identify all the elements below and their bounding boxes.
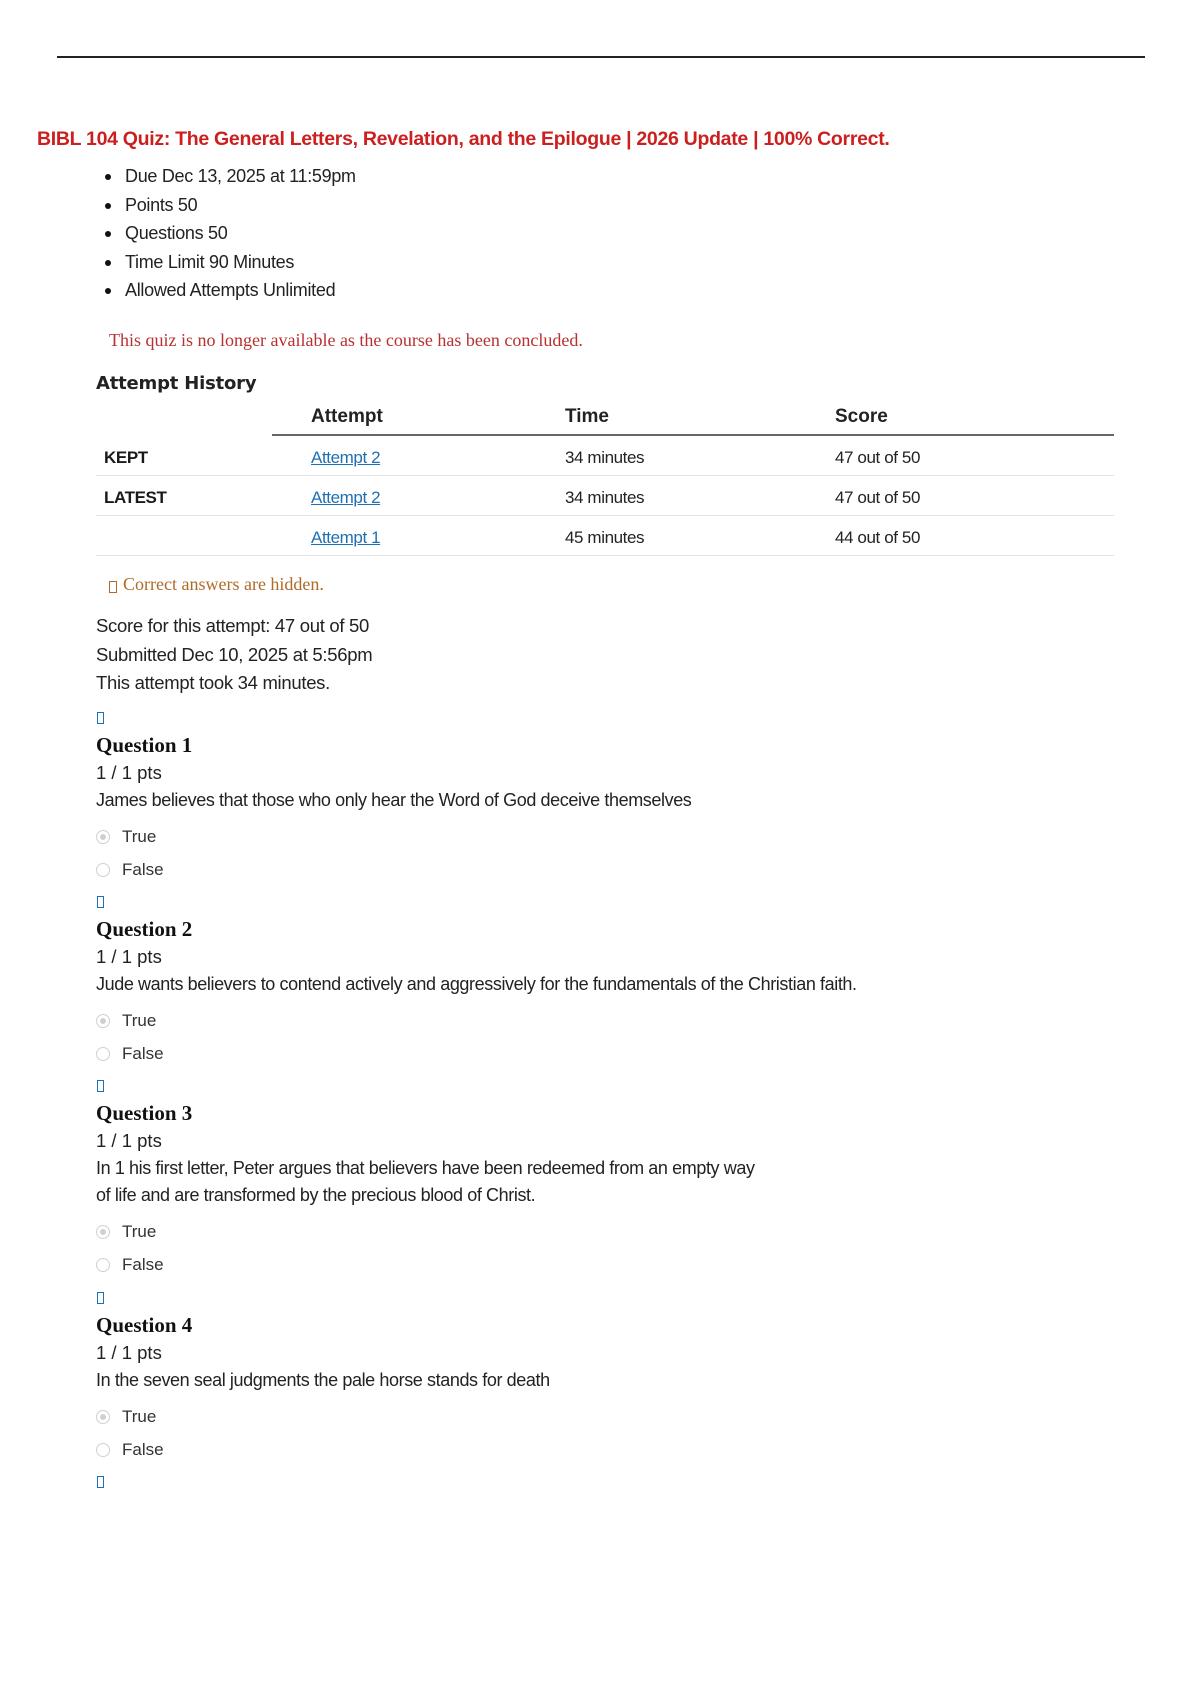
radio-icon[interactable]: [96, 1443, 110, 1457]
attempt-history-table: [96, 403, 1114, 556]
question-flag-icon[interactable]: [97, 1080, 104, 1092]
attempt-time: 34 minutes: [565, 448, 645, 467]
option-label: True: [122, 1406, 157, 1426]
answer-option-true[interactable]: [96, 1004, 857, 1037]
column-header-attempt: Attempt: [311, 406, 383, 427]
attempt-history-heading: Attempt History: [96, 373, 257, 394]
radio-icon[interactable]: [96, 1258, 110, 1272]
attempt-time: 34 minutes: [565, 488, 645, 507]
question-title: Question 3: [96, 1101, 193, 1125]
unavailable-notice: This quiz is no longer available as the course has been concluded.: [109, 330, 583, 350]
answer-options: [96, 1215, 755, 1281]
attempt-score-summary: Score for this attempt: 47 out of 50: [96, 615, 370, 636]
option-label: False: [122, 1254, 164, 1274]
attempt-score: 47 out of 50: [835, 488, 920, 507]
row-label: LATEST: [104, 488, 167, 507]
attempt-time: 45 minutes: [565, 528, 645, 547]
question-flag-icon[interactable]: [97, 896, 104, 908]
question-flag-icon[interactable]: [97, 1292, 104, 1304]
table-row: [96, 516, 1114, 556]
answers-hidden-note: [109, 574, 324, 595]
table-header: [96, 403, 1114, 436]
option-label: True: [122, 1221, 157, 1241]
question-flag-icon[interactable]: [97, 1476, 104, 1488]
attempt-link[interactable]: Attempt 2: [311, 448, 381, 467]
question-points: 1 / 1 pts: [96, 1130, 162, 1151]
answer-option-false[interactable]: [96, 1037, 857, 1070]
option-label: True: [122, 1010, 157, 1030]
question-block: [96, 1099, 755, 1281]
question-text: Jude wants believers to contend actively and aggressively for the fundamentals of the Christian faith.: [96, 974, 857, 994]
top-rule: [57, 56, 1145, 58]
time-limit: Time Limit 90 Minutes: [105, 252, 356, 281]
question-title: Question 2: [96, 917, 193, 941]
attempt-score: 44 out of 50: [835, 528, 920, 547]
row-label: KEPT: [104, 448, 148, 467]
question-points: 1 / 1 pts: [96, 946, 162, 967]
question-block: [96, 1311, 550, 1466]
question-title: Question 1: [96, 733, 193, 757]
question-text-line: In 1 his first letter, Peter argues that believers have been redeemed from an empty way: [96, 1158, 755, 1178]
question-text: James believes that those who only hear the Word of God deceive themselves: [96, 790, 692, 810]
question-flag-icon[interactable]: [97, 712, 104, 724]
allowed-attempts: Allowed Attempts Unlimited: [105, 280, 356, 309]
answer-option-false[interactable]: [96, 853, 691, 886]
radio-selected-icon[interactable]: [96, 1014, 110, 1028]
points: Points 50: [105, 195, 356, 224]
answers-hidden-text: Correct answers are hidden.: [123, 574, 324, 594]
question-points: 1 / 1 pts: [96, 1342, 162, 1363]
table-row: [96, 436, 1114, 476]
answer-options: [96, 820, 691, 886]
radio-selected-icon[interactable]: [96, 1410, 110, 1424]
attempt-duration: This attempt took 34 minutes.: [96, 672, 330, 693]
question-count: Questions 50: [105, 223, 356, 252]
column-header-time: Time: [565, 406, 610, 427]
question-points: 1 / 1 pts: [96, 762, 162, 783]
submitted-date: Submitted Dec 10, 2025 at 5:56pm: [96, 644, 373, 665]
option-label: False: [122, 859, 164, 879]
answer-options: [96, 1004, 857, 1070]
radio-selected-icon[interactable]: [96, 1225, 110, 1239]
answer-option-true[interactable]: [96, 820, 691, 853]
question-title: Question 4: [96, 1313, 193, 1337]
radio-selected-icon[interactable]: [96, 830, 110, 844]
answer-options: [96, 1400, 550, 1466]
question-text: In the seven seal judgments the pale horse stands for death: [96, 1370, 550, 1390]
radio-icon[interactable]: [96, 863, 110, 877]
quiz-details: [105, 166, 356, 309]
due-date: Due Dec 13, 2025 at 11:59pm: [105, 166, 356, 195]
radio-icon[interactable]: [96, 1047, 110, 1061]
answer-option-false[interactable]: [96, 1248, 755, 1281]
answer-option-false[interactable]: [96, 1433, 550, 1466]
answer-option-true[interactable]: [96, 1400, 550, 1433]
answer-option-true[interactable]: [96, 1215, 755, 1248]
question-text-line: of life and are transformed by the precious blood of Christ.: [96, 1185, 536, 1205]
column-header-score: Score: [835, 406, 888, 427]
question-block: [96, 731, 691, 886]
placeholder-glyph-icon: [109, 581, 117, 593]
page-title: BIBL 104 Quiz: The General Letters, Revelation, and the Epilogue | 2026 Update | 100% Correct.: [37, 128, 890, 150]
option-label: True: [122, 826, 157, 846]
option-label: False: [122, 1043, 164, 1063]
attempt-score: 47 out of 50: [835, 448, 920, 467]
question-block: [96, 915, 857, 1070]
option-label: False: [122, 1439, 164, 1459]
table-row: [96, 476, 1114, 516]
attempt-link[interactable]: Attempt 1: [311, 528, 381, 547]
attempt-link[interactable]: Attempt 2: [311, 488, 381, 507]
